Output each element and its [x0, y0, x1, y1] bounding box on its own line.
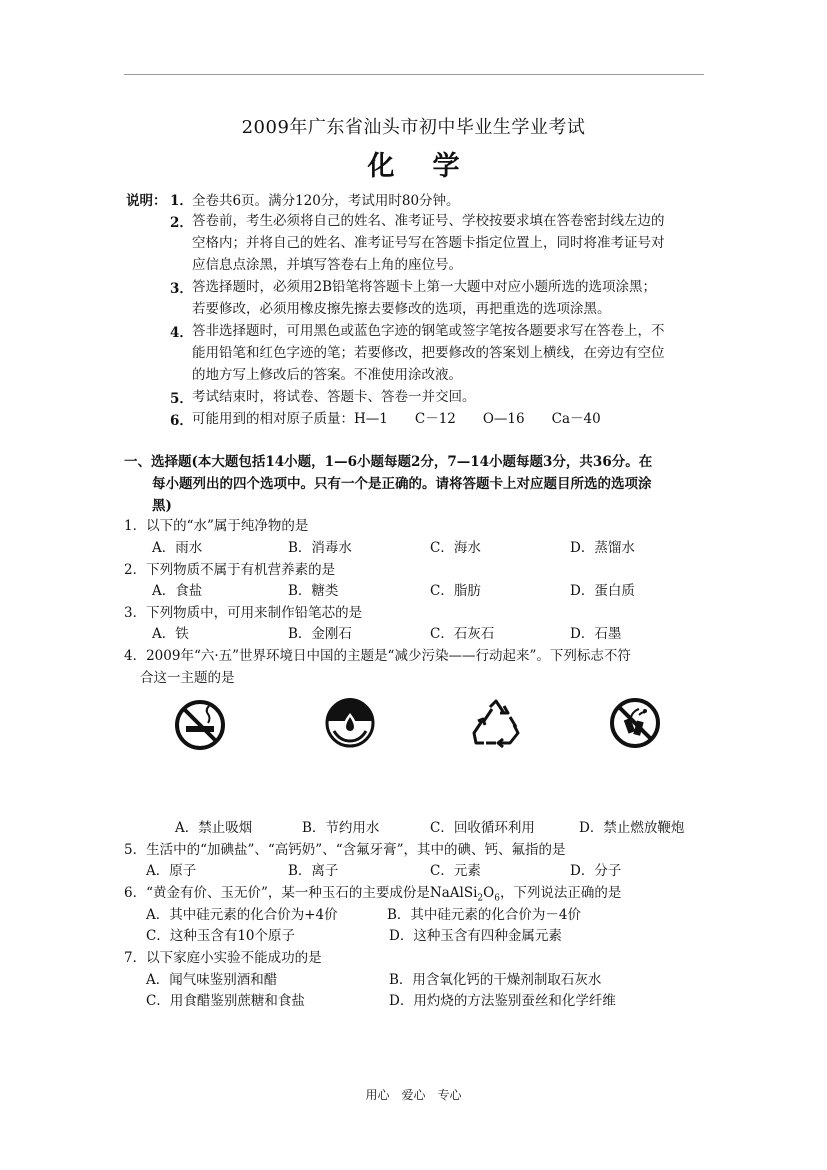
- option: D．石墨: [570, 626, 622, 642]
- option: A．禁止吸烟: [175, 820, 253, 836]
- option: C．回收循环利用: [430, 820, 535, 836]
- option: C．用食醋鉴别蔗糖和食盐: [146, 993, 305, 1009]
- option: C．脂肪: [430, 583, 481, 599]
- question-stem: 3．下列物质中，可用来制作铅笔芯的是: [124, 605, 363, 621]
- instruction-number: 1．: [170, 193, 193, 209]
- option: B．消毒水: [288, 540, 352, 556]
- instructions-label: 说明：: [126, 193, 167, 209]
- option: D．分子: [570, 863, 622, 879]
- exam-title: 2009年广东省汕头市初中毕业生学业考试: [241, 117, 586, 138]
- section-heading: 黑): [152, 498, 172, 514]
- section-heading: 每小题列出的四个选项中。只有一个是正确的。请将答题卡上对应题目所选的选项涂: [152, 476, 652, 492]
- question-stem: 1．以下的“水”属于纯净物的是: [124, 518, 309, 534]
- no-smoking-icon: [174, 699, 226, 751]
- question-stem: 4．2009年“六·五”世界环境日中国的主题是“减少污染——行动起来”。下列标志不符: [124, 648, 631, 664]
- instruction-line: 应信息点涂黑，并填写答卷右上角的座位号。: [192, 257, 462, 273]
- instruction-line: 全卷共6页。满分120分，考试用时80分钟。: [192, 193, 460, 209]
- option: A．闻气味鉴别酒和醋: [146, 972, 278, 988]
- option: A．铁: [152, 626, 189, 642]
- option: A．原子: [146, 863, 197, 879]
- option: D．禁止燃放鞭炮: [579, 820, 685, 836]
- page-footer: 用心 爱心 专心: [365, 1088, 462, 1102]
- instruction-line: 答非选择题时，可用黑色或蓝色字迹的钢笔或签字笔按各题要求写在答卷上，不: [192, 323, 665, 339]
- option: B．其中硅元素的化合价为－4价: [387, 907, 582, 923]
- option: D．用灼烧的方法鉴别蚕丝和化学纤维: [389, 993, 616, 1009]
- header-rule: [124, 74, 704, 75]
- question-stem: 5．生活中的“加碘盐”、“高钙奶”、“含氟牙膏”，其中的碘、钙、氟指的是: [124, 842, 566, 858]
- instruction-number: 2．: [170, 215, 193, 231]
- option: B．糖类: [288, 583, 339, 599]
- instruction-number: 4．: [170, 325, 193, 341]
- instruction-line: 能用铅笔和红色字迹的笔；若要修改，把要修改的答案划上横线，在旁边有空位: [192, 345, 665, 361]
- instruction-number: 3．: [170, 281, 193, 297]
- question-stem: 6．“黄金有价、玉无价”，某一种玉石的主要成份是$NaAlSi_2O_6$，下列说法正确的是: [124, 885, 622, 904]
- instruction-line: 若要修改，必须用橡皮擦先擦去要修改的选项，再把重选的选项涂黑。: [192, 301, 611, 317]
- instruction-line: 答卷前，考生必须将自己的姓名、准考证号、学校按要求填在答卷密封线左边的: [192, 213, 665, 229]
- instruction-number: 6．: [170, 413, 193, 429]
- option: B．用含氧化钙的干燥剂制取石灰水: [389, 972, 602, 988]
- instruction-number: 5．: [170, 391, 193, 407]
- water-saving-icon: [324, 697, 376, 749]
- question-stem: 合这一主题的是: [140, 670, 235, 686]
- option: B．金刚石: [288, 626, 352, 642]
- option: C．这种玉含有10个原子: [146, 928, 296, 944]
- option: D．这种玉含有四种金属元素: [389, 928, 562, 944]
- option: B．节约用水: [302, 820, 380, 836]
- instruction-line: 的地方写上修改后的答案。不准使用涂改液。: [192, 367, 462, 383]
- option: C．海水: [430, 540, 481, 556]
- option: C．石灰石: [430, 626, 495, 642]
- option: C．元素: [430, 863, 481, 879]
- option: D．蛋白质: [570, 583, 635, 599]
- instruction-line: 空格内；并将自己的姓名、准考证号写在答题卡指定位置上，同时将准考证号对: [192, 235, 665, 251]
- option: A．雨水: [152, 540, 203, 556]
- instruction-line: 答选择题时，必须用2B铅笔将答题卡上第一大题中对应小题所选的选项涂黑；: [192, 279, 657, 295]
- no-firecrackers-icon: [609, 697, 661, 749]
- instruction-line: 可能用到的相对原子质量：H—1 C－12 O—16 Ca－40: [192, 411, 601, 427]
- instruction-line: 考试结束时，将试卷、答题卡、答卷一并交回。: [192, 389, 476, 405]
- question-stem: 7．以下家庭小实验不能成功的是: [124, 950, 322, 966]
- section-heading: 一、选择题(本大题包括14小题，1—6小题每题2分，7—14小题每题3分，共36分。在: [124, 454, 653, 470]
- option: A．食盐: [152, 583, 203, 599]
- subject-title: 化学: [367, 151, 498, 182]
- option: D．蒸馏水: [570, 540, 635, 556]
- question-stem: 2．下列物质不属于有机营养素的是: [124, 562, 336, 578]
- option: B．离子: [288, 863, 339, 879]
- recycling-icon: [470, 697, 522, 749]
- option: A．其中硅元素的化合价为+4价: [146, 907, 338, 923]
